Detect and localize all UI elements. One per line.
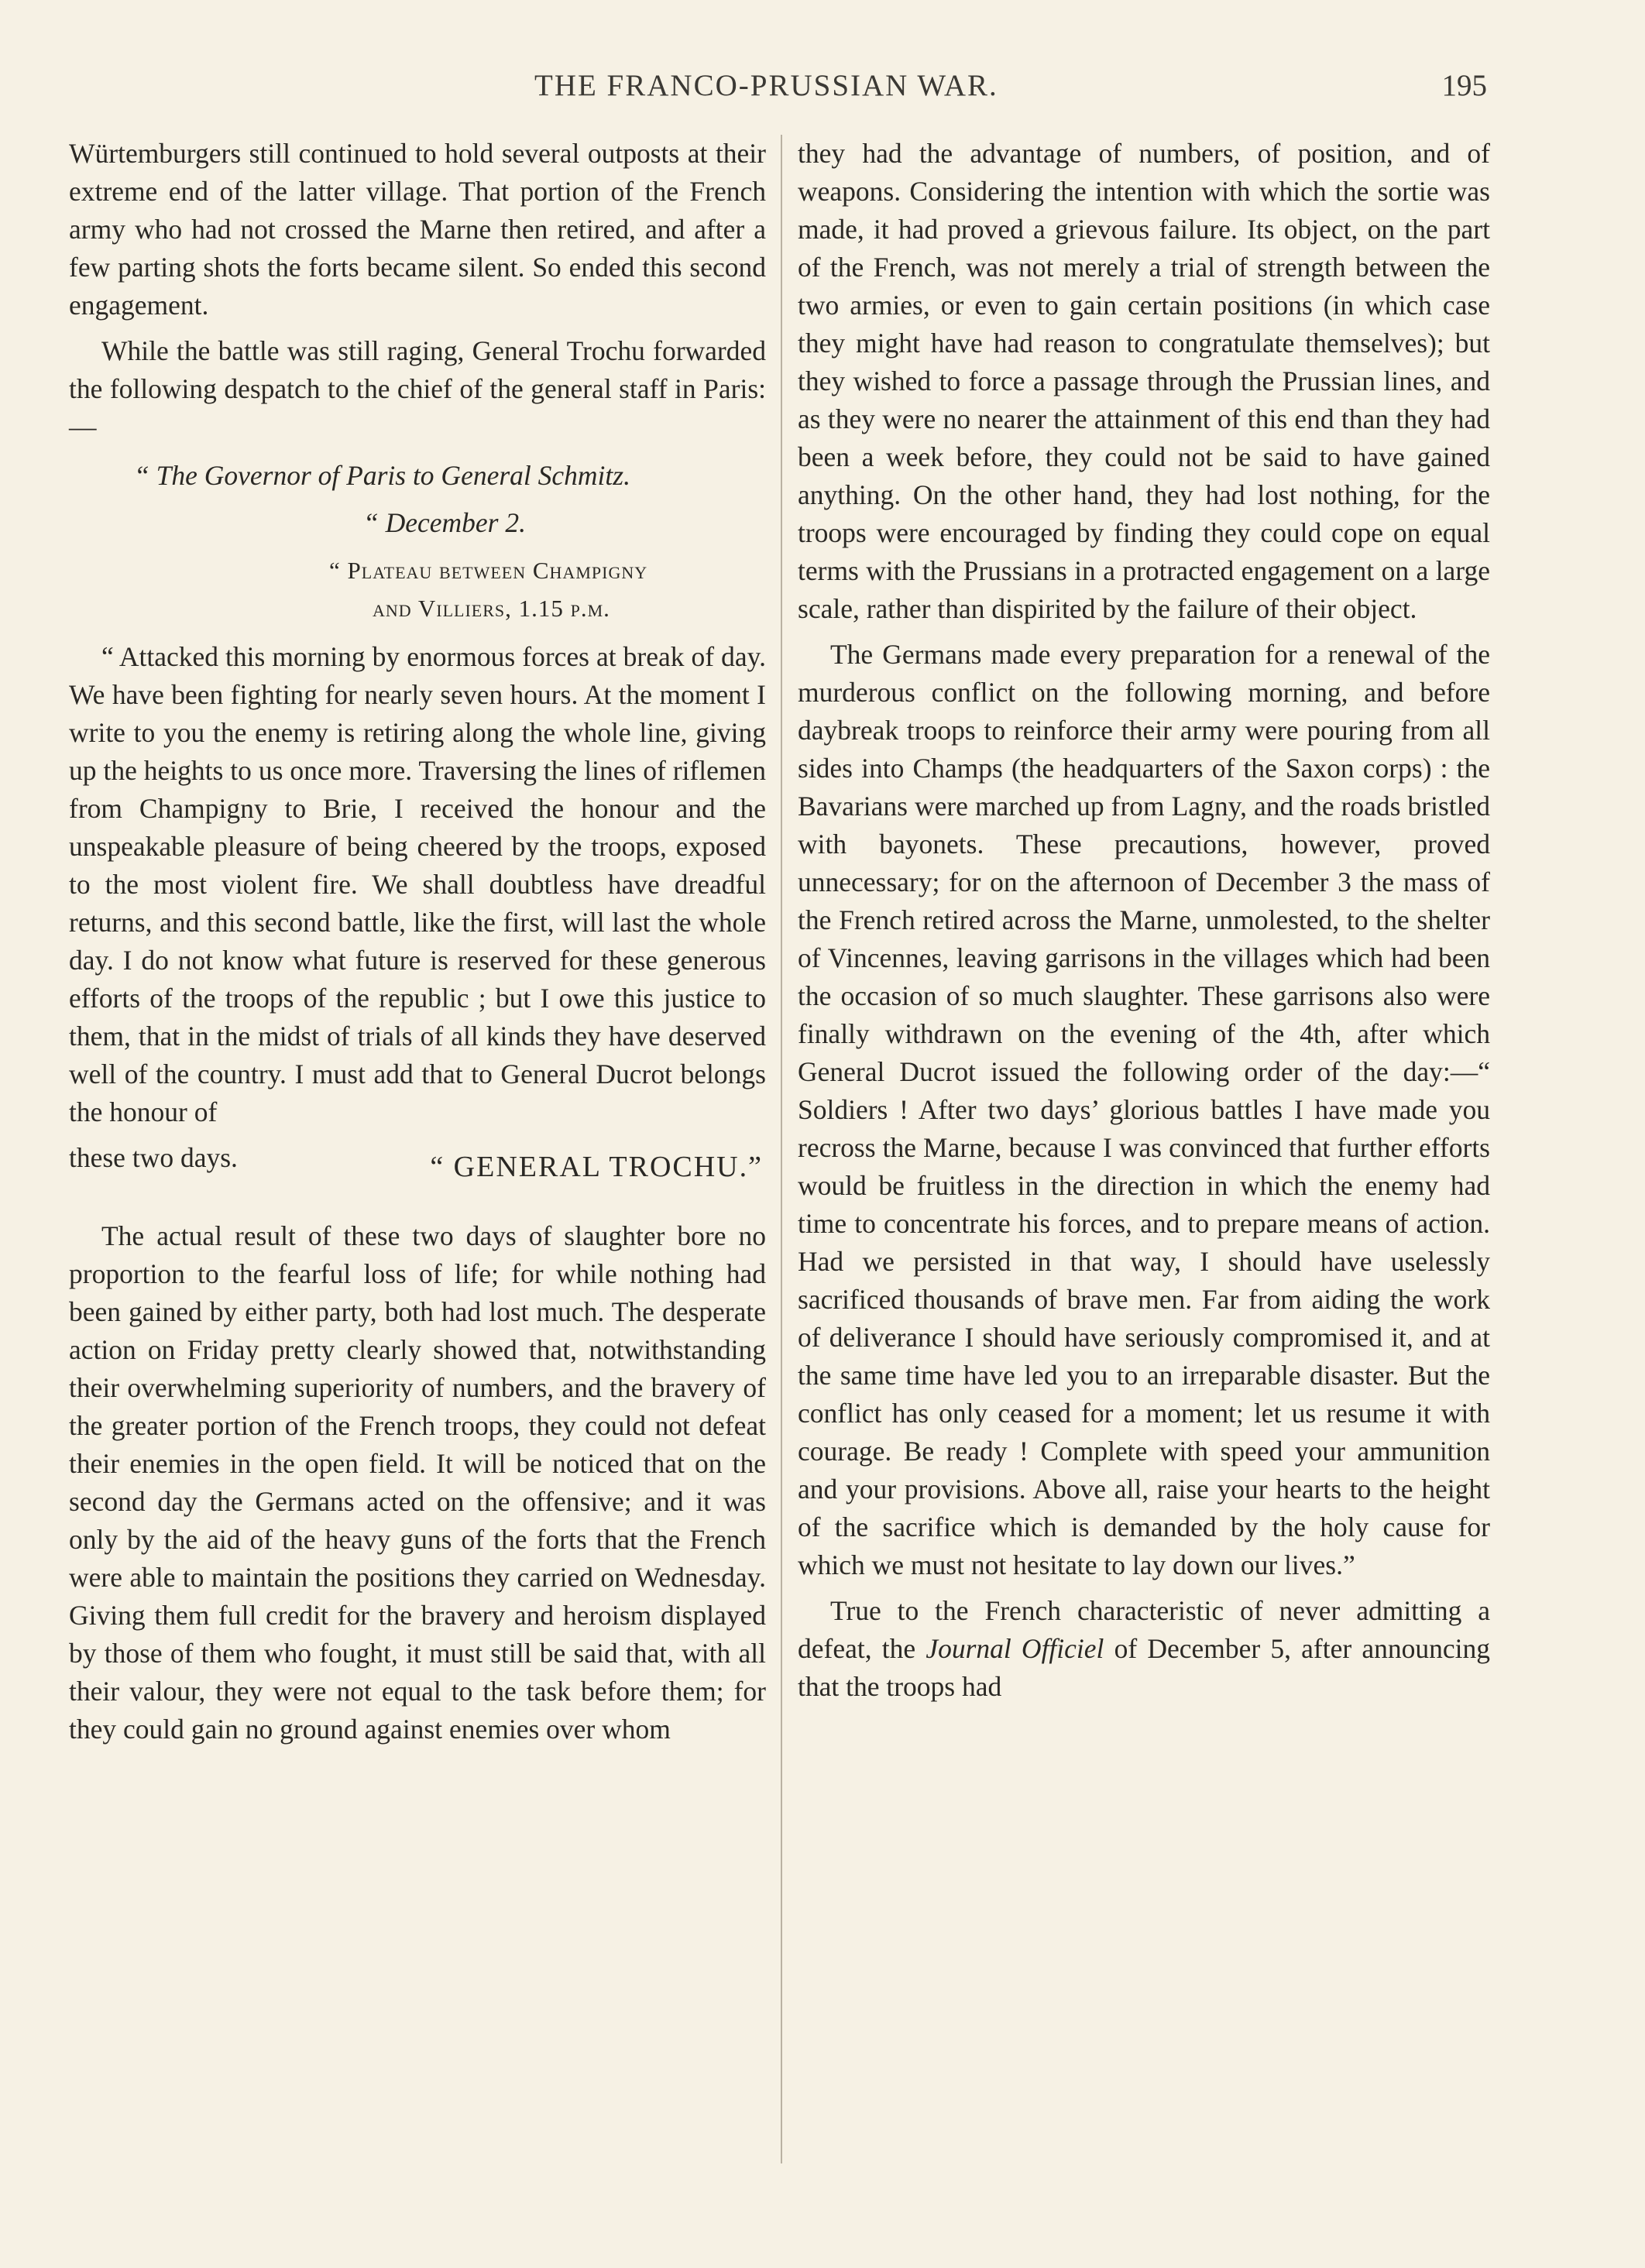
right-paragraph-1: they had the advantage of numbers, of position, and of weapons. Considering the intention with which the sortie was made, it had proved a grievous failure. Its object, on the part of the French, was not merely a trial of strength between the two armies, or even to gain certain positions (in which case they might have had reason to congratulate themselves); but they wished to force a passage through the Prussian lines, and as they were no nearer the attainment of this end than they had been a week before, they could not be said to have gained anything. On the other hand, they had lost nothing, for the troops were encouraged by finding they could cope on equal terms with the Prussians in a protracted engagement on a large scale, rather than dispirited by the failure of their object. bbox=[798, 138, 1490, 624]
right-paragraph-3 bbox=[798, 1592, 1490, 1706]
despatch-signature: “ GENERAL TROCHU.” bbox=[430, 1151, 763, 1183]
despatch-date: “ December 2. bbox=[363, 507, 526, 538]
despatch-place-line1: “ Plateau between Champigny bbox=[329, 557, 648, 584]
despatch-body: “ Attacked this morning by enormous forces at break of day. We have been fighting for nearly seven hours. At the moment I write to you the enemy is retiring along the whole line, giving up the heights to us once more. Traversing the lines of riflemen from Champigny to Brie, I received the honour and the unspeakable pleasure of being cheered by the troops, exposed to the most violent fire. We shall doubtless have dreadful returns, and this second battle, like the first, will last the whole day. I do not know what future is reserved for these generous efforts of the troops of the republic ; but I owe this justice to them, that in the midst of trials of all kinds they have deserved well of the country. I must add that to General Ducrot belongs the honour of bbox=[69, 641, 766, 1127]
right-paragraph-3-start: True to the French characteristic of never admitting a defeat, the bbox=[798, 1595, 1490, 1664]
running-head bbox=[0, 68, 1645, 115]
right-paragraph-3-end: of December 5, after announcing that the troops had bbox=[798, 1633, 1490, 1702]
despatch-heading: “ The Governor of Paris to General Schmitz. bbox=[134, 460, 630, 491]
left-paragraph-2: While the battle was still raging, General Trochu forwarded the following despatch to the chief of the general staff in Paris:— bbox=[69, 335, 766, 442]
left-paragraph-4: The actual result of these two days of slaughter bore no proportion to the fearful loss of life; for while nothing had been gained by either party, both had lost much. The desperate action on Friday pretty clearly showed that, notwithstanding their overwhelming superiority of numbers, and the bravery of the greater portion of the French troops, they could not defeat their enemies in the open field. It will be noticed that on the second day the Germans acted on the offensive; and it was only by the aid of the heavy guns of the forts that the French were able to maintain the positions they carried on Wednesday. Giving them full credit for the bravery and heroism displayed by those of them who fought, it must still be said that, with all their valour, they were not equal to the task before them; for they could gain no ground against enemies over whom bbox=[69, 1220, 766, 1745]
despatch-address bbox=[69, 457, 766, 627]
journal-title: Journal Officiel bbox=[926, 1633, 1104, 1664]
right-paragraph-2: The Germans made every preparation for a renewal of the murderous conflict on the following morning, and before daybreak troops to reinforce their army were pouring from all sides into Champs (the headquarters of the Saxon corps) : the Bavarians were marched up from Lagny, and the roads bristled with bayonets. These precautions, however, proved unnecessary; for on the afternoon of December 3 the mass of the French retired across the Marne, unmolested, to the shelter of Vincennes, leaving garrisons in the villages which had been the occasion of so much slaughter. These garrisons also were finally withdrawn on the evening of the 4th, after which General Ducrot issued the following order of the day:—“ Soldiers ! After two days’ glorious battles I have made you recross the Marne, because I was convinced that further efforts would be fruitless in the direction in which the enemy had time to concentrate his forces, and to prepare means of action. Had we persisted in that way, I should have uselessly sacrificed thousands of brave men. Far from aiding the work of deliverance I should have seriously compromised it, and at the same time have led you to an irreparable disaster. But the conflict has only ceased for a moment; let us resume it with courage. Be ready ! Complete with speed your ammunition and your provisions. Above all, raise your hearts to the height of the sacrifice which is demanded by the holy cause for which we must not hesitate to lay down our lives.” bbox=[798, 639, 1490, 1580]
despatch-place-line2: and Villiers, 1.15 p.m. bbox=[373, 595, 610, 622]
running-title: THE FRANCO-PRUSSIAN WAR. bbox=[534, 69, 998, 102]
right-column bbox=[798, 135, 1490, 1714]
left-paragraph-1: Würtemburgers still continued to hold several outposts at their extreme end of the latter village. That portion of the French army who had not crossed the Marne then retired, and after a few parting shots the forts became silent. So ended this second engagement. bbox=[69, 138, 766, 321]
despatch-closing bbox=[69, 1139, 766, 1186]
despatch-closing-text: these two days. bbox=[69, 1142, 238, 1173]
column-divider bbox=[781, 135, 782, 2163]
left-column bbox=[69, 135, 766, 1756]
page-number: 195 bbox=[1441, 69, 1487, 102]
